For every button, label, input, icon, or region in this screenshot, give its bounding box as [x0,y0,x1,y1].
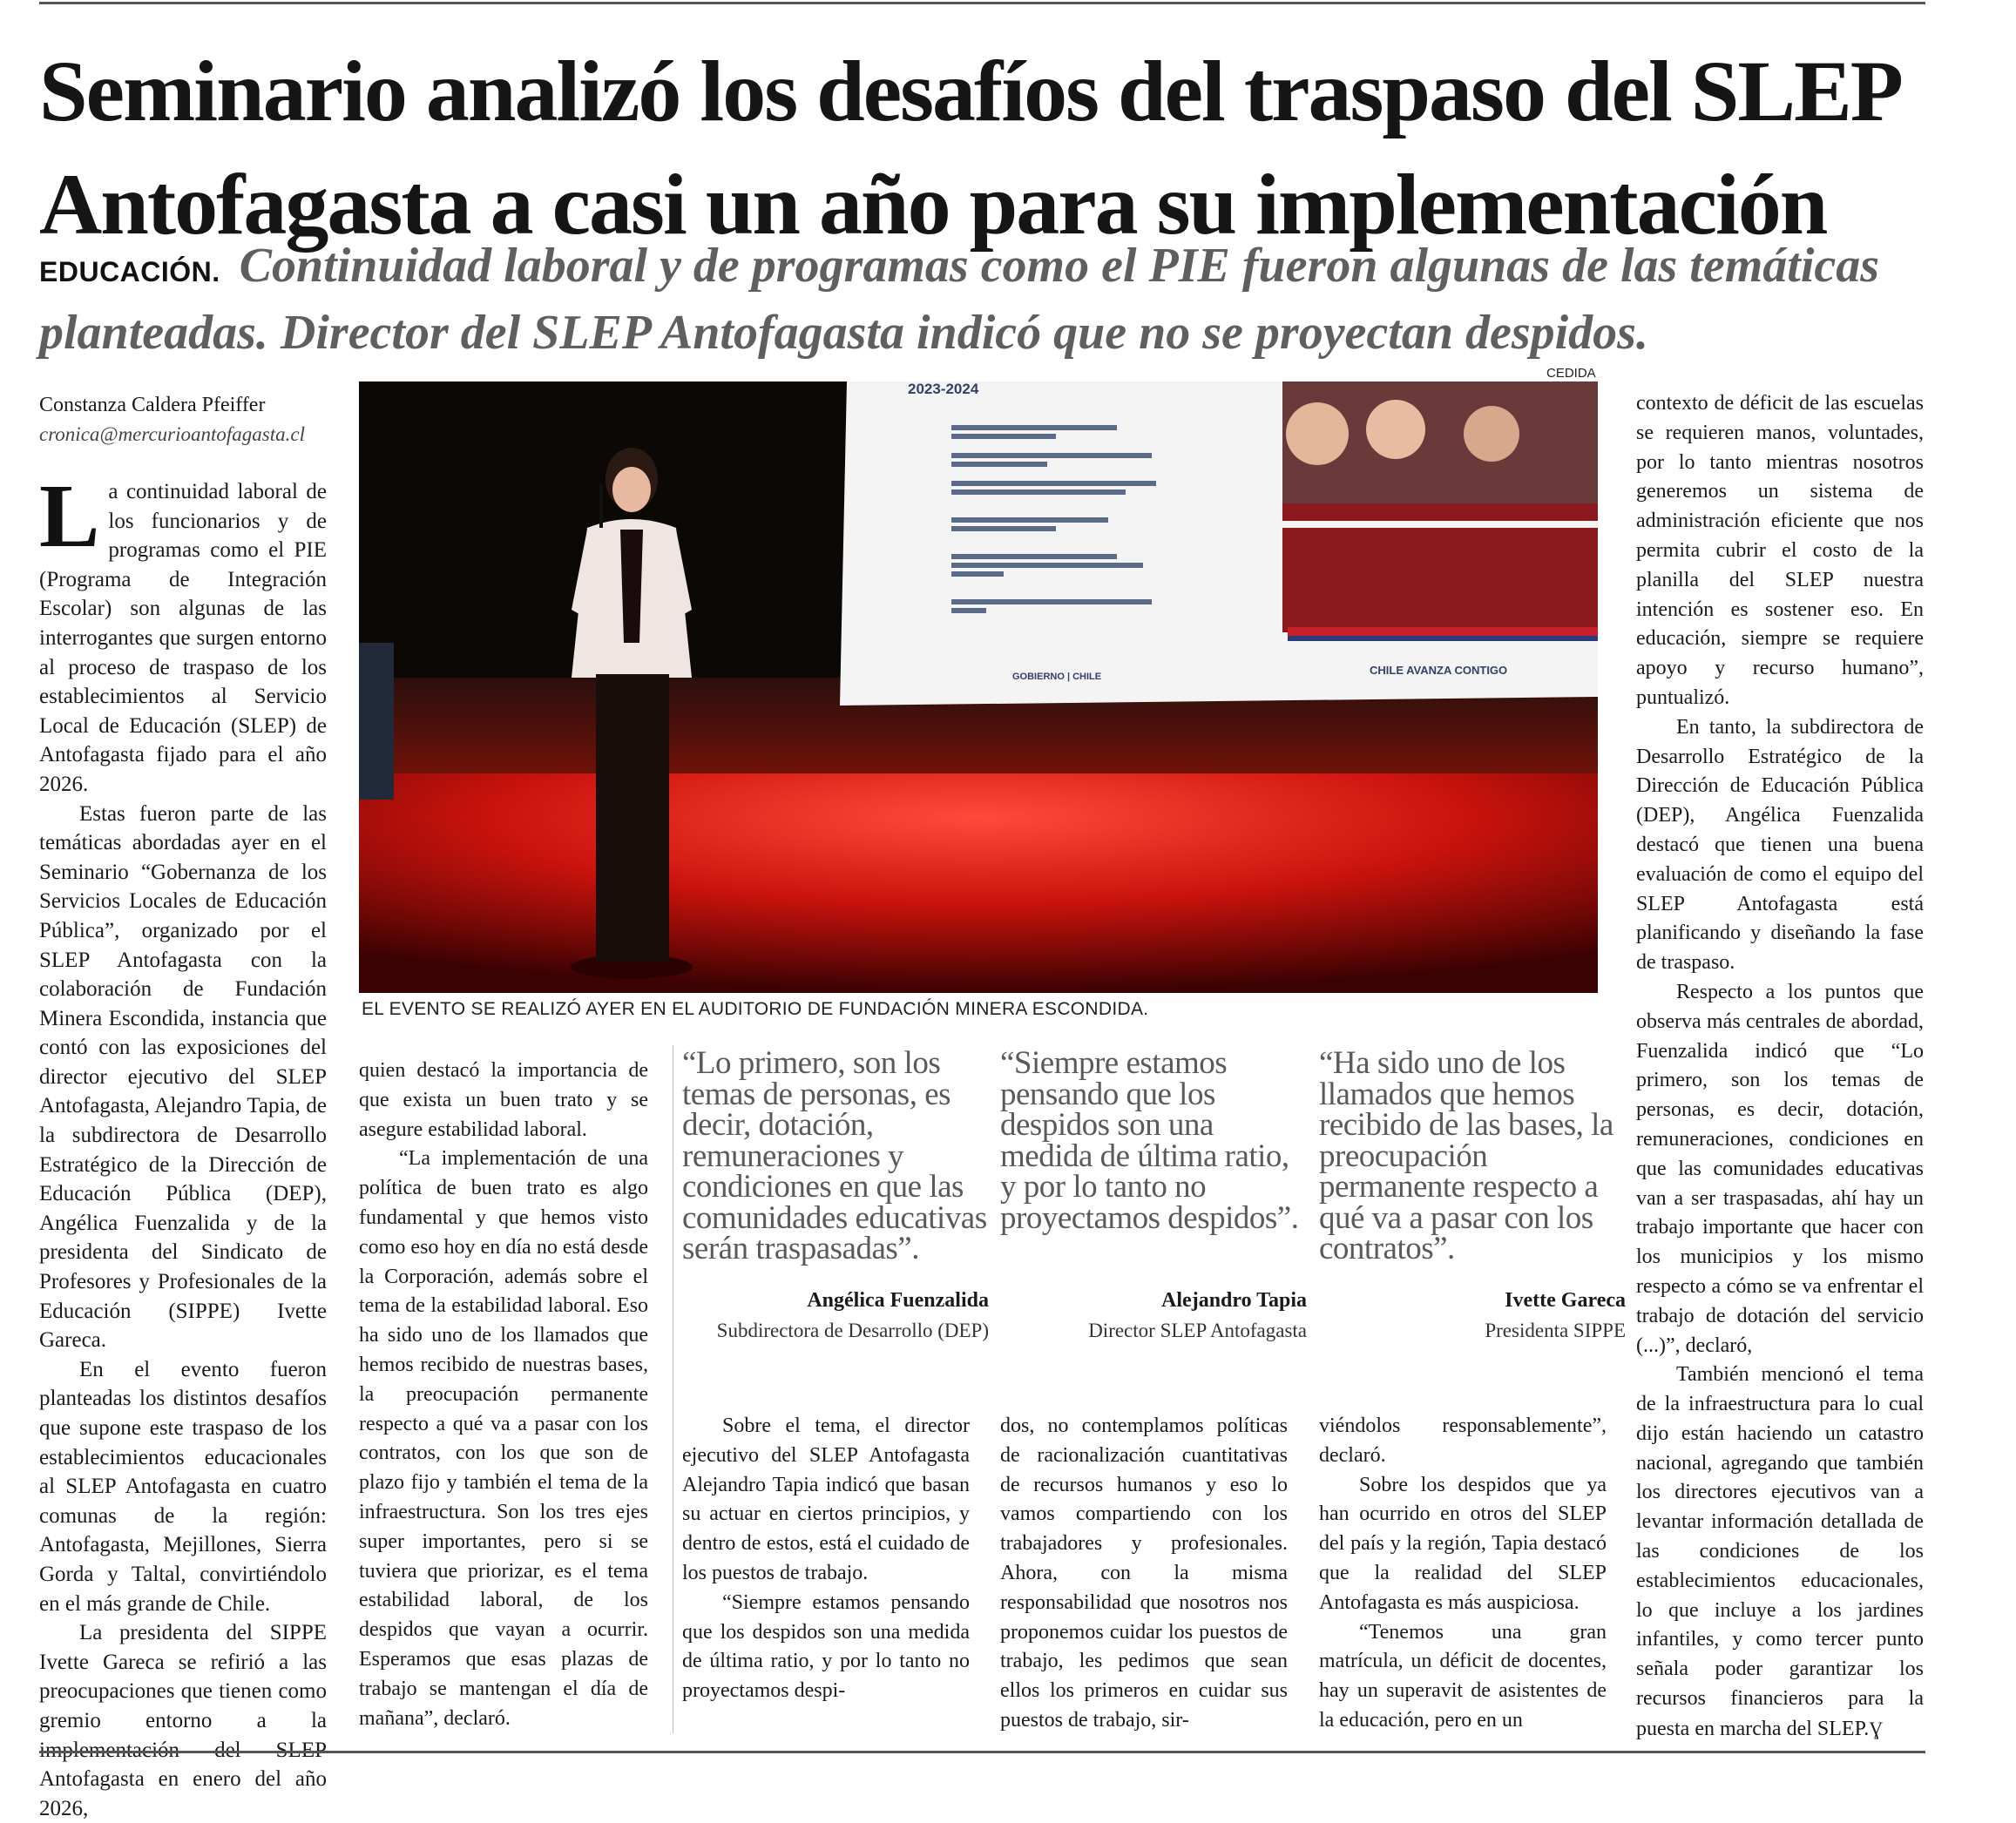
pull-quote-text: “Siempre estamos pensando que los despidos son una medida de última ratio, y por lo tanto no proyectamos despidos”. [1000,1045,1299,1236]
slide-year: 2023-2024 [908,381,979,397]
body-paragraph: En el evento fueron planteadas los distintos desafíos que supone este traspaso de los establecimientos educacionales al SLEP Antofagasta en cuatro comunas de la región: Antofagasta, Mejillones, Sierra Gorda y Taltal, convirtiéndolo en el más grande de Chile. [39,1357,327,1616]
body-paragraph: Respecto a los puntos que observa más centrales de abordad, Fuenzalida indicó que “Lo primero, son los temas de personas, es decir, dotación, remuneraciones, condiciones en que las comunidades educativas van a ser traspasadas, ahí hay un trabajo importante que hacer con los municipios y los mismo respecto a cómo se va enfrentar el trabajo de dotación del servicio (...)”, declaró, [1636,980,1924,1357]
body-paragraph: Sobre el tema, el director ejecutivo del SLEP Antofagasta Alejandro Tapia indicó que basan su actuar en ciertos principios, y dentro de estos, está el cuidado de los puestos de trabajo. [682,1415,970,1584]
byline-author: Constanza Caldera Pfeiffer [39,394,266,416]
headline-line-2: Antofagasta a casi un año para su implementación [39,156,1827,253]
article-column-5 [1319,1412,1607,1736]
photo-caption: EL EVENTO SE REALIZÓ AYER EN EL AUDITORIO DE FUNDACIÓN MINERA ESCONDIDA. [362,999,1149,1019]
pull-quote-role: Subdirectora de Desarrollo (DEP) [716,1319,989,1341]
kicker [39,235,1904,363]
closing-text: También mencionó el tema de la infraestructura para lo cual dijo están haciendo un catastro nacional, agregando que también los directores ejecutivos van a levantar información detallada de las condiciones de los establecimientos educacionales, lo que incluye a los jardines infantiles, y como tercer punto señala poder garantizar los recursos financieros para la puesta en marcha del SLEP. [1636,1363,1924,1740]
body-paragraph: Sobre los despidos que ya han ocurrido en otros del SLEP del país y la región, Tapia destacó que la realidad del SLEP Antofagasta es más auspiciosa. [1319,1473,1607,1614]
pull-quote-name: Alejandro Tapia [1161,1289,1307,1312]
body-paragraph [1636,1360,1924,1744]
body-paragraph: contexto de déficit de las escuelas se requieren manos, voluntades, por lo tanto mientras nosotros generemos un sistema de administración eficiente que nos permita cubrir el costo de la planilla del SLEP nuestra intención es sostener eso. En educación, siempre se requiere apoyo y recurso humano”, puntualizó. [1636,392,1924,709]
byline-email[interactable]: cronica@mercurioantofagasta.cl [39,423,305,445]
pull-quote-text: “Lo primero, son los temas de personas, es decir, dotación, remuneraciones y condiciones en que las comunidades educativas serán traspasadas”. [682,1045,987,1266]
body-paragraph: dos, no contemplamos políticas de racionalización cuantitativas de recursos humanos y eso lo vamos compartiendo con los trabajadores y profesionales. Ahora, con la misma responsabilidad que nosotros nos proponemos cuidar los puestos de trabajo, les pedimos que sean ellos los primeros en cuidar sus puestos de trabajo, sir- [1000,1415,1288,1732]
top-rule [39,2,1925,4]
section-label: EDUCACIÓN. [39,256,220,287]
pull-quote-role: Presidenta SIPPE [1485,1319,1626,1341]
lead-text: a continuidad laboral de los funcionarios y de programas como el PIE (Programa de Integración Escolar) son algunas de las interrogantes que surgen entorno al proceso de traspaso de los establecimientos al Servicio Local de Educación (SLEP) de Antofagasta fijado para el año 2026. [39,480,327,796]
pull-quote-role: Director SLEP Antofagasta [1088,1320,1307,1341]
lead-paragraph [39,466,327,800]
body-paragraph: Estas fueron parte de las temáticas abordadas ayer en el Seminario “Gobernanza de los Servicios Locales de Educación Pública”, organizado por el SLEP Antofagasta con la colaboración de Fundación Minera Escondida, instancia que contó con las exposiciones del director ejecutivo del SLEP Antofagasta, Alejandro Tapia, de la subdirectora de Desarrollo Estratégico de la Dirección de Educación Pública (DEP), Angélica Fuenzalida y de la presidenta del Sindicato de Profesores y Profesionales de la Educación (SIPPE) Ivette Gareca. [39,801,327,1353]
article-column-1 [39,466,327,1823]
body-paragraph: La presidenta del SIPPE Ivette Gareca se refirió a las preocupaciones que tienen como gremio entorno a la Antofagasta en enero del año 2026, [39,1621,327,1820]
photo-credit: CEDIDA [1546,366,1596,381]
body-paragraph: “Tenemos una gran matrícula, un déficit de docentes, hay un superavit de asistentes de la educación, pero en un [1319,1620,1607,1732]
photo-illustration [359,381,1598,993]
body-paragraph: “La implementación de una política de buen trato es algo fundamental y que hemos visto como eso hoy en día no está desde la Corporación, además sobre el tema de la estabilidad laboral. Eso ha sido uno de los llamados que hemos recibido de nuestras bases, la preocupación permanente respecto a qué va a pasar con los contratos, con los que son de plazo fijo y también el tema de la infraestructura. Son los tres ejes super importantes, pero si se tuviera que priorizar, es el tema estabilidad laboral, de los despidos que vayan a ocurrir. Esperamos que esas plazas de trabajo se mantengan el día de mañana”, declaró. [359,1147,648,1730]
body-paragraph: En tanto, la subdirectora de Desarrollo Estratégico de la Dirección de Educación Pública (DEP), Angélica Fuenzalida destacó que tienen una buena evaluación de como el equipo del SLEP Antofagasta está planificando y diseñando la fase de traspaso. [1636,715,1924,975]
body-paragraph: viéndolos responsablemente”, declaró. [1319,1415,1607,1467]
kicker-text: Continuidad laboral y de programas como el PIE fueron algunas de las temáticas planteadas. Director del SLEP Antofagasta indicó que no se proyectan despidos. [39,239,1880,360]
pull-quote-tapia [1000,1045,1307,1342]
article-column-3 [682,1412,970,1706]
pull-quote-text: “Ha sido uno de los llamados que hemos recibido de las bases, la preocupación permanente respecto a qué va a pasar con los contratos”. [1319,1045,1613,1266]
headline [39,35,1973,261]
end-mark: Ɣ [1869,1717,1884,1739]
pull-quote-gareca [1319,1045,1626,1342]
bottom-rule [39,1751,1925,1753]
pull-quote-name: Angélica Fuenzalida [807,1288,989,1312]
event-photo [359,381,1598,993]
pull-quote-name: Ivette Gareca [1505,1288,1626,1312]
drop-cap: L [39,466,100,566]
slide-footer-left: GOBIERNO | CHILE [1012,672,1102,682]
article-column-6 [1636,389,1924,1745]
pull-quote-fuenzalida [682,1045,989,1342]
body-paragraph: quien destacó la importancia de que exista un buen trato y se asegure estabilidad laboral. [359,1059,648,1141]
headline-line-1: Seminario analizó los desafíos del traspaso del SLEP [39,43,1902,139]
article-column-2 [359,1057,648,1733]
article-column-4 [1000,1412,1288,1736]
slide-footer-right: CHILE AVANZA CONTIGO [1370,664,1508,677]
body-paragraph: “Siempre estamos pensando que los despidos son una medida de última ratio, y por lo tanto no proyectamos despi- [682,1590,970,1703]
